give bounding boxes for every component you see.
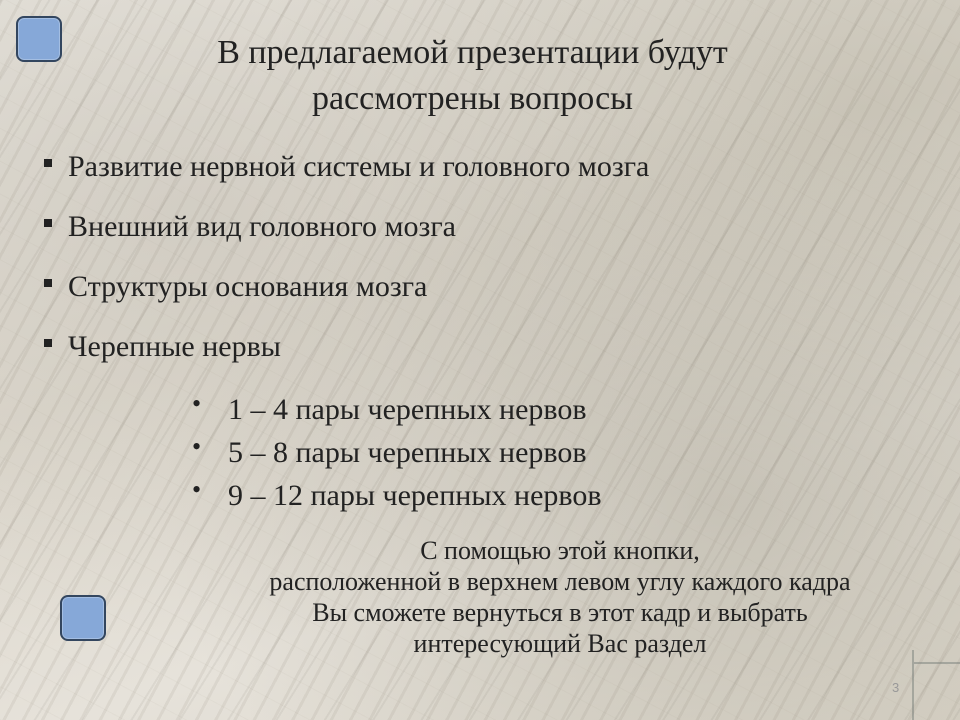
title-line: В предлагаемой презентации будут <box>217 34 728 71</box>
topic-item-cranial-nerves[interactable] <box>40 322 649 382</box>
square-bullet-icon <box>44 339 52 347</box>
topic-label: Структуры основания мозга <box>68 270 428 303</box>
square-bullet-icon <box>44 159 52 167</box>
cranial-nerves-sublist <box>188 389 602 518</box>
topic-item-nervous-system-development[interactable] <box>40 142 649 202</box>
subtopic-label: 5 – 8 пары черепных нервов <box>228 436 587 469</box>
square-bullet-icon <box>44 279 52 287</box>
topic-list <box>40 142 649 382</box>
topic-item-brain-appearance[interactable] <box>40 202 649 262</box>
round-bullet-icon: • <box>192 432 202 461</box>
hint-line: расположенной в верхнем левом углу каждого кадра <box>269 567 851 596</box>
subtopic-item-pairs-1-4[interactable] <box>188 389 602 432</box>
hint-line: Вы сможете вернуться в этот кадр и выбрать <box>312 598 808 627</box>
round-bullet-icon: • <box>192 475 202 504</box>
subtopic-label: 9 – 12 пары черепных нервов <box>228 479 602 512</box>
navigation-hint <box>180 535 940 659</box>
hint-line: интересующий Вас раздел <box>413 629 707 658</box>
subtopic-item-pairs-5-8[interactable] <box>188 432 602 475</box>
topic-label: Черепные нервы <box>68 330 281 363</box>
topic-item-brain-base-structures[interactable] <box>40 262 649 322</box>
subtopic-item-pairs-9-12[interactable] <box>188 475 602 518</box>
home-nav-button[interactable] <box>16 16 62 62</box>
background-railing <box>912 650 960 720</box>
page-number: 3 <box>892 680 900 695</box>
slide-title <box>100 30 845 122</box>
subtopic-label: 1 – 4 пары черепных нервов <box>228 393 587 426</box>
hint-line: С помощью этой кнопки, <box>420 536 700 565</box>
square-bullet-icon <box>44 219 52 227</box>
topic-label: Внешний вид головного мозга <box>68 210 456 243</box>
home-button-example[interactable] <box>60 595 106 641</box>
topic-label: Развитие нервной системы и головного мозга <box>68 150 650 183</box>
round-bullet-icon: • <box>192 389 202 418</box>
title-line: рассмотрены вопросы <box>311 80 634 117</box>
